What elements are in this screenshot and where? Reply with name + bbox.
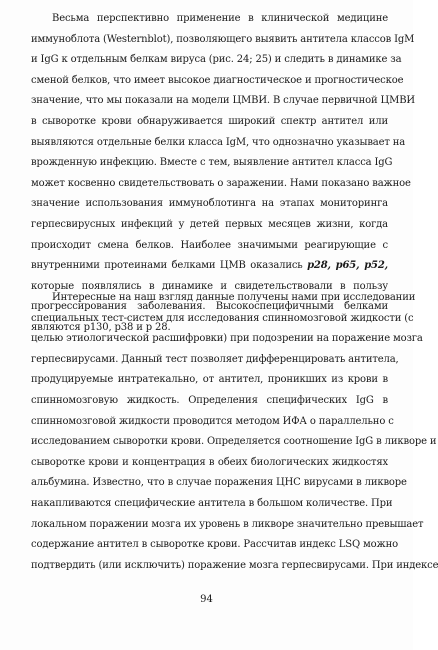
text-line: значение, что мы показали на модели ЦМВИ. В случае первичной ЦМВИ [31,95,415,107]
text-line: исследованием сыворотки крови. Определяется соотношение IgG в ликворе и [31,436,437,448]
text-line: содержание антител в сыворотке крови. Рассчитав индекс LSQ можно [31,539,398,551]
text-line: Весьма перспективно применение в клинической медицине [52,13,388,24]
text-line: спинномозговую жидкость. Определения специфических IgG в [31,394,388,406]
text-line: в сыворотке крови обнаруживается широкий спектр антител или [31,115,388,127]
text-segment: внутренними протеинами белками ЦМВ оказались [31,260,303,272]
text-line: локальном поражении мозга их уровень в ликворе значительно превышает [31,518,424,530]
text-line: герпесвирусных инфекций у детей первых месяцев жизни, когда [31,218,388,230]
text-line: иммуноблота (Westernblot), позволяющего выявить антитела классов IgM [31,33,415,45]
text-line: прогрессирования заболевания. Высокоспецифичными белками [31,301,388,313]
text-line: являются p130, p38 и p 28. [31,321,171,333]
emphasized-protein-list: p28, p65, p52, [307,260,388,272]
text-line-with-emphasis [31,256,388,277]
text-line: альбумина. Известно, что в случае поражения ЦНС вирусами в ликворе [31,477,407,489]
text-line: герпесвирусами. Данный тест позволяет дифференцировать антитела, [31,353,399,365]
text-line: специальных тест-систем для исследования спинномозговой жидкости (с [31,312,414,324]
text-line: накапливаются специфические антитела в большом количестве. При [31,497,393,509]
text-line: выявляются отдельные белки класса IgM, что однозначно указывает на [31,136,406,148]
text-line: и IgG к отдельным белкам вируса (рис. 24; 25) и следить в динамике за [31,54,402,66]
text-line: может косвенно свидетельствовать о заражении. Нами показано важное [31,177,411,189]
text-line: сыворотке крови и концентрация в обеих биологических жидкостях [31,456,388,468]
text-line: Интересные на наш взгляд данные получены нами при исследовании [52,292,416,303]
text-line: продуцируемые интратекально, от антител, проникших из крови в [31,374,388,386]
text-line: сменой белков, что имеет высокое диагностическое и прогностическое [31,74,404,86]
text-line: целью этиологической расшифровки) при подозрении на поражение мозга [31,333,423,345]
paragraph-2 [31,288,438,576]
page-number: 94 [200,594,213,605]
text-line: подтвердить (или исключить) поражение мозга герпесвирусами. При индексе [31,559,438,571]
text-line: спинномозговой жидкости проводится методом ИФА о параллельно с [31,415,394,427]
text-line: врожденную инфекцию. Вместе с тем, выявление антител класса IgG [31,157,393,169]
text-line: которые появлялись в динамике и свидетельствовали в пользу [31,280,388,292]
text-line: происходит смена белков. Наиболее значимыми реагирующие с [31,239,388,251]
text-line: значение использования иммуноблотинга на этапах мониторинга [31,198,388,210]
